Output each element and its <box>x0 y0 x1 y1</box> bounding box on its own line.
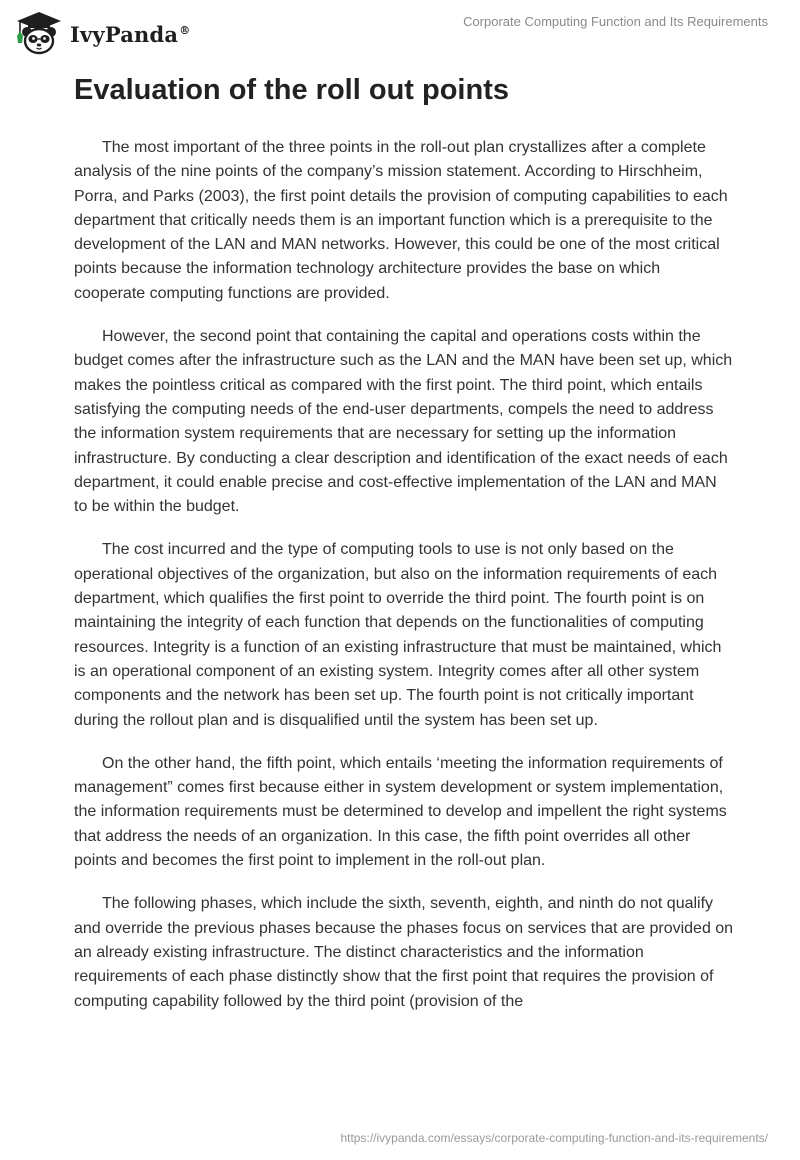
source-url[interactable]: https://ivypanda.com/essays/corporate-computing-function-and-its-requirements/ <box>340 1131 768 1145</box>
ivypanda-logo[interactable] <box>14 8 204 58</box>
document-header-title: Corporate Computing Function and Its Requirements <box>463 14 768 29</box>
brand-name <box>70 22 190 47</box>
brand-name-text: IvyPanda <box>70 21 179 47</box>
paragraph-2: However, the second point that containing the capital and operations costs within the budget comes after the infrastructure such as the LAN and the MAN have been set up, which makes the pointless critical as compared with the first point. The third point, which entails satisfying the computing needs of the end-user departments, compels the need to address the information system requirements that are necessary for setting up the information infrastructure. By conducting a clear description and identification of the exact needs of each department, it could enable precise and cost-effective implementation of the LAN and MAN to be within the budget. <box>74 328 733 516</box>
paragraph-5: The following phases, which include the sixth, seventh, eighth, and ninth do not qualify and override the previous phases because the phases focus on services that are provided on an already existing infrastructure. The distinct characteristics and the information requirements of each phase distinctly show that the first point that requires the provision of computing capability followed by the third point (provision of the <box>74 895 734 1010</box>
panda-graduate-icon <box>14 10 64 56</box>
paragraph-1: The most important of the three points in the roll-out plan crystallizes after a complete analysis of the nine points of the company’s mission statement. According to Hirschheim, Porra, and Parks (2003), the first point details the provision of computing capabilities to each department that critically needs them is an important function which is a prerequisite to the development of the LAN and MAN networks. However, this could be one of the most critical points because the information technology architecture provides the base on which cooperate computing functions are provided. <box>74 139 728 302</box>
paragraph-4: On the other hand, the fifth point, which entails ‘meeting the information requirements of management” comes first because either in system development or system implementation, the information requirements must be determined to develop and impellent the right systems that address the needs of an organization. In this case, the fifth point overrides all other points and becomes the first point to implement in the roll-out plan. <box>74 754 727 870</box>
page-header <box>0 0 800 62</box>
article-body <box>74 136 734 1033</box>
registered-mark: ® <box>179 23 191 37</box>
page-title: Evaluation of the roll out points <box>74 74 509 106</box>
paragraph-3: The cost incurred and the type of computing tools to use is not only based on the operational objectives of the organization, but also on the information requirements of each department, which qualifies the first point to override the third point. The fourth point is on maintaining the integrity of each function that depends on the functionalities of computing resources. Integrity is a function of an existing infrastructure that must be maintained, which is an operational component of an existing system. Integrity comes after all other system components and the network has been set up. The fourth point is not critically important during the rollout plan and is disqualified until the system has been set up. <box>74 541 722 729</box>
